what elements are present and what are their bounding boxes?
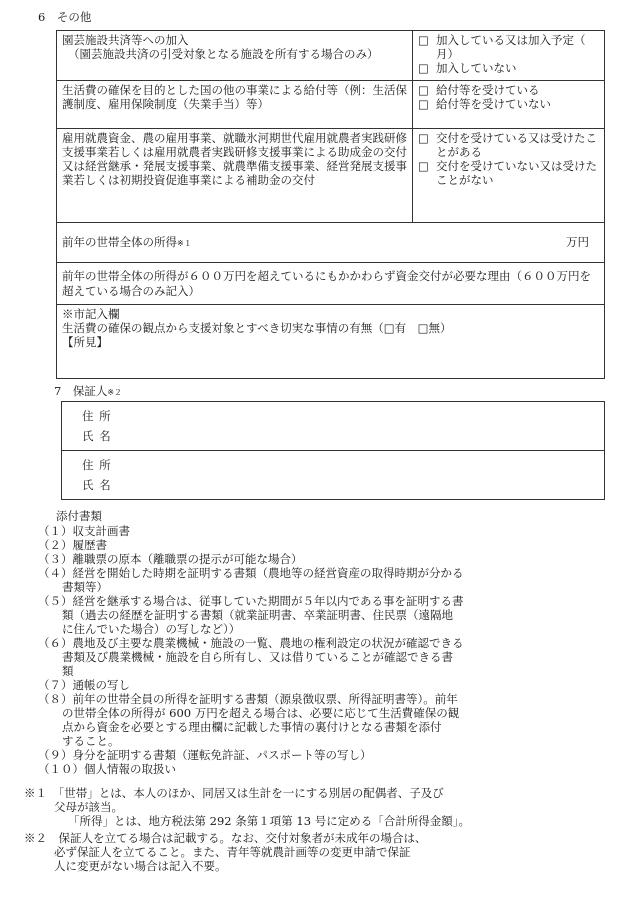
horticulture-label: 園芸施設共済等への加入 （園芸施設共済の引受対象となる施設を所有する場合のみ） — [57, 31, 413, 81]
city-question: 生活費の確保の観点から支援対象とすべき切実な事情の有無（□有 □無） — [62, 321, 452, 336]
guarantor-1 — [62, 402, 605, 451]
livelihood-label: 生活費の確保を目的とした国の他の事業による給付等（例：生活保護制度、雇用保険制度（失業手当）等） — [57, 81, 413, 129]
livelihood-options — [413, 81, 605, 129]
list-item: 書類及び農業機械・施設を自ら所有し、又は借りていることが確認できる書 — [62, 650, 453, 665]
employment-funds-options — [413, 129, 605, 223]
checkbox[interactable]: □ — [418, 131, 429, 145]
reason-label: 前年の世帯全体の所得が６００万円を超えているにもかかわらず資金交付が必要な理由（６００万円を超えている場合のみ記入） — [57, 263, 605, 305]
employment-funds-row — [57, 129, 605, 223]
list-item: （４）経営を開始した時期を証明する書類（農地等の経営資産の取得時期が分かる — [38, 566, 464, 581]
list-item: の世帯全体の所得が 600 万円を超える場合は、必要に応じて生活費確保の観 — [62, 706, 460, 721]
city-opinion: 【所見】 — [62, 335, 108, 350]
city-row — [57, 305, 605, 379]
checkbox[interactable]: □ — [418, 83, 429, 97]
attachments-list — [38, 524, 608, 776]
list-item: 書類等） — [62, 580, 108, 595]
section-6-heading: 6 その他 — [38, 10, 92, 24]
checkbox[interactable]: □ — [418, 97, 429, 112]
list-item: （５）経営を継承する場合は、従事していた期間が５年以内である事を証明する書 — [38, 594, 464, 609]
list-item: （６）農地及び主要な農業機械・施設の一覧、農地の権利設定の状況が確認できる — [38, 636, 464, 651]
income-note: ※１ — [177, 239, 192, 249]
list-item: （３）離職票の原本（離職票の提示が可能な場合） — [38, 552, 303, 567]
name-label: 氏 名 — [82, 429, 112, 443]
checkbox[interactable]: □ — [418, 33, 429, 47]
option-not-joined[interactable]: □ 加入していない — [418, 61, 517, 76]
note-1: ※１ 「世帯」とは、本人のほか、同居又は生計を一にする別居の配偶者、子及び 父母が該当。 「所得」とは、地方税法第 292 条第１項第 13 号に定める「合計所得金額」。 — [24, 786, 470, 829]
list-item: すること。 — [62, 734, 120, 749]
guarantor-2 — [62, 451, 605, 500]
option-granted[interactable]: □ 交付を受けている又は受けたことがある — [418, 131, 597, 160]
list-item: 点から資金を必要とする理由欄に記載した事情の裏付けとなる書類を添付 — [62, 720, 442, 735]
list-item: 類（過去の経歴を証明する書類（就業証明書、卒業証明書、住民票（遠隔地 — [62, 608, 453, 623]
guarantor-table — [61, 401, 605, 500]
option-joined[interactable]: □ 加入している又は加入予定（ 月） — [418, 33, 597, 62]
list-item: （２）履歴書 — [38, 538, 107, 553]
section-6-table — [56, 30, 605, 379]
income-unit: 万円 — [566, 235, 589, 250]
checkbox[interactable]: □ — [417, 321, 429, 336]
city-cell — [57, 305, 605, 379]
option-not-receiving[interactable]: □ 給付等を受けていない — [418, 97, 551, 112]
note-2: ※２ 保証人を立てる場合は記載する。なお、交付対象者が未成年の場合は、 必ず保証人を立てること。また、青年等就農計画等の変更申請で保証 人に変更がない場合は記入不要。 — [24, 831, 427, 874]
list-item: （８）前年の世帯全員の所得を証明する書類（源泉徴収票、所得証明書等）。前年 — [38, 692, 458, 707]
checkbox[interactable]: □ — [418, 61, 429, 76]
list-item: （７）通帳の写し — [38, 678, 130, 693]
list-item: （１）収支計画書 — [38, 524, 130, 538]
option-not-granted[interactable]: □ 交付を受けていない又は受けたことがない — [418, 159, 597, 188]
address-label: 住 所 — [82, 458, 112, 472]
list-item: 類 — [62, 664, 74, 679]
livelihood-row — [57, 81, 605, 129]
address-label: 住 所 — [82, 409, 112, 423]
list-item: （９）身分を証明する書類（運転免許証、パスポート等の写し） — [38, 748, 372, 763]
reason-row — [57, 263, 605, 305]
section-7-heading: 7 保証人※２ — [54, 384, 123, 398]
income-cell — [57, 223, 605, 263]
horticulture-options — [413, 31, 605, 81]
employment-funds-label: 雇用就農資金、農の雇用事業、就職氷河期世代雇用就農者実践研修支援事業若しくは雇用就農者実践研修支援事業による助成金の交付又は経営継承・発展支援事業、就農準備支援事業、経営発展支援事業若しくは初期投資促進事業による補助金の交付 — [57, 129, 413, 223]
list-item: に住んでいた場合）の写しなど）） — [62, 622, 241, 637]
income-label: 前年の世帯全体の所得 — [62, 235, 177, 250]
city-title: ※市記入欄 — [62, 307, 120, 321]
checkbox[interactable]: □ — [383, 321, 395, 336]
income-row — [57, 223, 605, 263]
option-receiving[interactable]: □ 給付等を受けている — [418, 83, 540, 97]
attachments-title: 添付書類 — [56, 509, 102, 523]
list-item: （１０）個人情報の取扱い — [38, 762, 176, 777]
checkbox[interactable]: □ — [418, 159, 429, 174]
name-label: 氏 名 — [82, 478, 112, 492]
horticulture-row — [57, 31, 605, 81]
